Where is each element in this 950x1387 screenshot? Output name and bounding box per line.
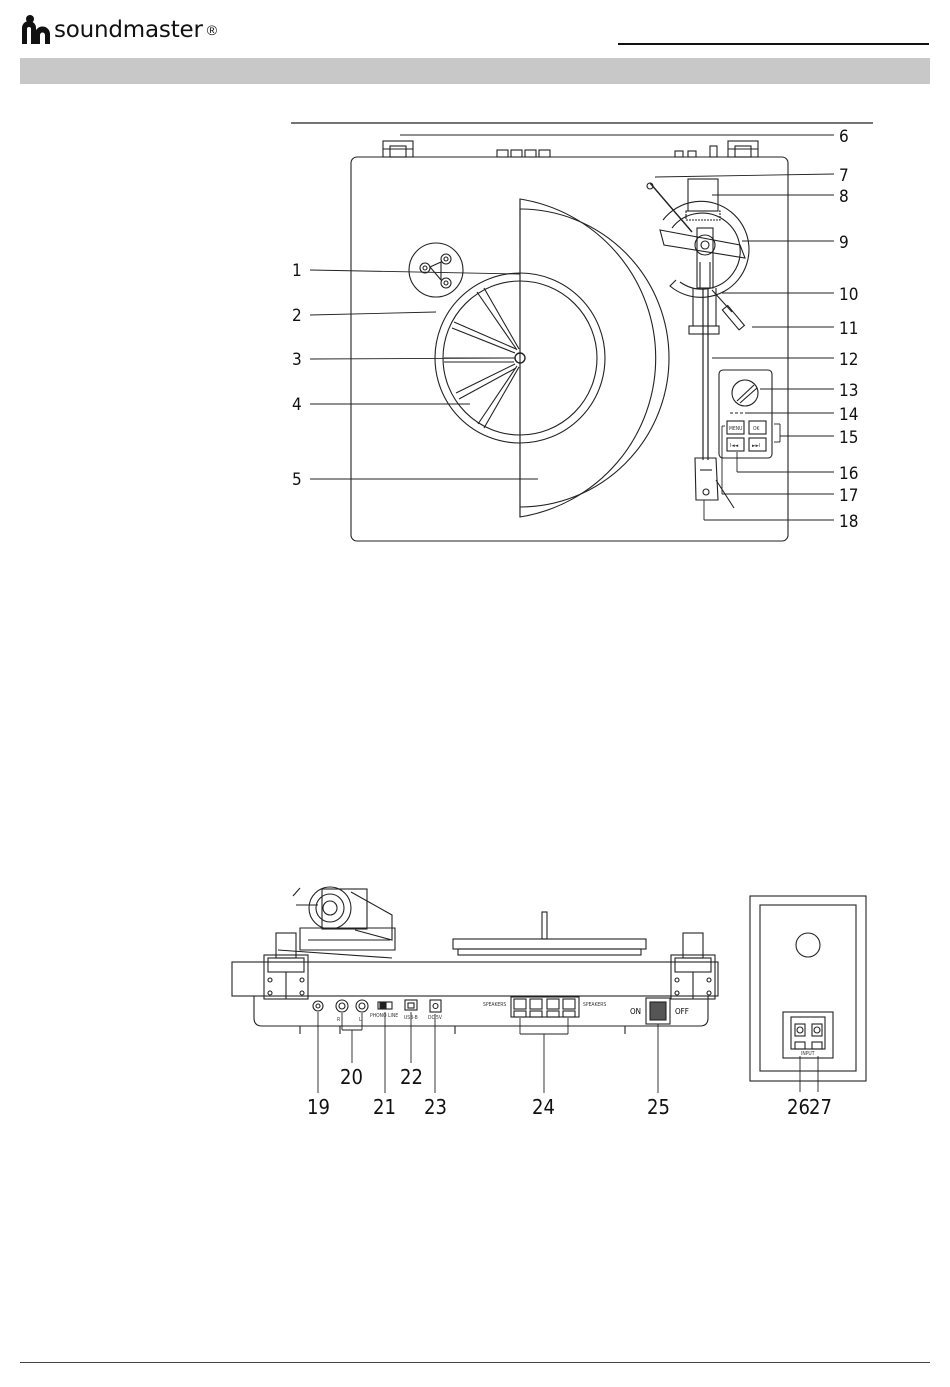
registered-mark: ® [206, 22, 218, 38]
tonearm-assembly [647, 179, 749, 508]
next-label: ►►I [752, 443, 761, 449]
dc-label: DC 5V [428, 1015, 442, 1021]
callout-20: 20 [340, 1065, 363, 1089]
control-panel [719, 370, 772, 458]
callout-24: 24 [532, 1095, 555, 1119]
brand-name: soundmaster [54, 17, 203, 43]
rear-right-hinge [671, 933, 715, 999]
callout-11: 11 [839, 319, 859, 339]
ok-label: OK [753, 426, 760, 432]
lift-lever [722, 305, 744, 329]
callout-27: 27 [809, 1095, 832, 1119]
usb-label: USB-B [404, 1015, 418, 1021]
speakers-right-label: SPEAKERS [583, 1002, 607, 1008]
platter-side [453, 939, 646, 949]
dc-jack [430, 1000, 441, 1012]
line-label: LINE [388, 1013, 399, 1019]
callout-10: 10 [839, 285, 859, 305]
headshell [695, 458, 718, 500]
callout-8: 8 [839, 187, 849, 207]
callout-12: 12 [839, 350, 859, 370]
callout-4: 4 [292, 395, 302, 415]
footer-rule [20, 1362, 930, 1363]
callout-26: 26 [787, 1095, 810, 1119]
left-hinge [383, 141, 413, 157]
rear-connectors-top [497, 146, 717, 157]
rear-view [232, 887, 866, 1093]
rear-callout-leaders [318, 1012, 818, 1093]
callout-1: 1 [292, 261, 302, 281]
on-label: ON [630, 1007, 642, 1016]
anti-skate-rod [650, 183, 692, 232]
callout-22: 22 [400, 1065, 423, 1089]
menu-label: MENU [729, 426, 743, 432]
off-label: OFF [675, 1007, 689, 1016]
rear-left-hinge [264, 933, 308, 999]
callout-leaders [310, 135, 834, 520]
callout-15: 15 [839, 428, 859, 448]
callout-23: 23 [424, 1095, 447, 1119]
rca-l-label: L [359, 1017, 362, 1023]
rear-body [232, 962, 718, 996]
vinyl-record [520, 199, 656, 517]
callout-2: 2 [292, 306, 302, 326]
speaker-terminals [511, 997, 579, 1017]
right-hinge [728, 141, 758, 157]
callout-21: 21 [373, 1095, 396, 1119]
phono-label: PHONO [370, 1013, 387, 1019]
callout-19: 19 [307, 1095, 330, 1119]
callout-3: 3 [292, 350, 302, 370]
ground-terminal [313, 1001, 323, 1011]
rca-right [336, 1000, 348, 1012]
callout-13: 13 [839, 381, 859, 401]
callout-5: 5 [292, 470, 302, 490]
rca-left [356, 1000, 368, 1012]
callout-17: 17 [839, 486, 859, 506]
callout-7: 7 [839, 166, 849, 186]
callout-14: 14 [839, 405, 859, 425]
speakers-left-label: SPEAKERS [483, 1002, 507, 1008]
arm-rest [689, 326, 719, 334]
callout-9: 9 [839, 233, 849, 253]
rca-r-label: R [337, 1017, 341, 1023]
spindle-side [542, 912, 547, 939]
callout-18: 18 [839, 512, 859, 532]
callout-25: 25 [647, 1095, 670, 1119]
prev-label: I◄◄ [730, 443, 739, 449]
top-view [291, 123, 873, 541]
callout-16: 16 [839, 464, 859, 484]
speaker-port [796, 933, 820, 957]
adapter-holder [409, 243, 463, 297]
callout-6: 6 [839, 127, 849, 147]
input-label: INPUT [801, 1051, 815, 1057]
